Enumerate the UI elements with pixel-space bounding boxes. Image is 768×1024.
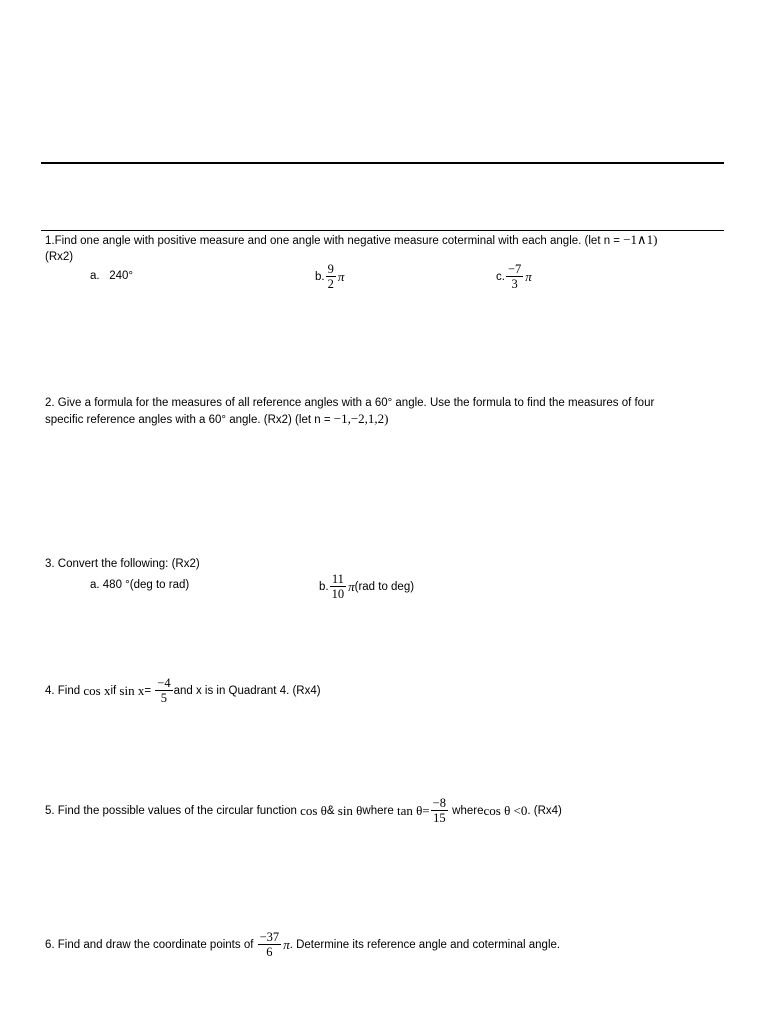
question-4 bbox=[45, 677, 321, 704]
top-divider bbox=[41, 162, 724, 164]
q3-a-text: a. 480 °(deg to rad) bbox=[90, 579, 190, 591]
q5-fraction: $\frac{-8}{15}$ bbox=[432, 796, 446, 825]
q4-fraction: $\frac{-4}{5}$ bbox=[157, 676, 171, 705]
pi-symbol: π bbox=[348, 578, 355, 594]
q1-a-value: 240° bbox=[109, 270, 133, 282]
q1-n-value: −1∧1) bbox=[623, 232, 658, 247]
q5-prefix: 5. Find the possible values of the circular function bbox=[45, 804, 297, 817]
q1-b-fraction: $\frac{9}{2}$ bbox=[327, 262, 334, 291]
q6-fraction: $\frac{-37}{6}$ bbox=[259, 930, 280, 959]
q6-suffix: . Determine its reference angle and coterminal angle. bbox=[289, 938, 561, 951]
q1-c-fraction: $\frac{-7}{3}$ bbox=[507, 262, 522, 291]
q2-n-values: −1,−2,1,2) bbox=[333, 411, 389, 426]
question-2 bbox=[45, 395, 654, 428]
q6-prefix: 6. Find and draw the coordinate points of bbox=[45, 938, 254, 951]
question-6 bbox=[45, 931, 560, 958]
question-3 bbox=[45, 556, 200, 572]
q5-where-1: where bbox=[362, 804, 394, 817]
q1-part-a bbox=[90, 270, 133, 282]
q1-points: (Rx2) bbox=[45, 251, 74, 263]
q3-part-b bbox=[319, 573, 414, 600]
q4-sin-x: sin x bbox=[119, 682, 145, 698]
q1-b-label: b. bbox=[315, 270, 325, 283]
q1-text: 1.Find one angle with positive measure and one angle with negative measure coterminal with each angle. (let n = bbox=[45, 235, 624, 247]
q1-part-b bbox=[315, 263, 344, 290]
q5-tan-theta: tan θ= bbox=[396, 802, 430, 818]
q3-part-a bbox=[90, 579, 189, 591]
q3-b-fraction: $\frac{11}{10}$ bbox=[331, 572, 345, 601]
q1-part-c bbox=[496, 263, 532, 290]
q3-text: 3. Convert the following: (Rx2) bbox=[45, 558, 200, 570]
pi-symbol: π bbox=[283, 936, 290, 952]
q5-condition: cos θ <0 bbox=[483, 802, 528, 818]
q5-cos-theta: cos θ bbox=[300, 802, 327, 818]
q4-if: if bbox=[110, 684, 117, 697]
q4-equals: = bbox=[144, 684, 152, 697]
q1-a-label: a. bbox=[90, 270, 100, 282]
q5-sin-theta: sin θ bbox=[337, 802, 363, 818]
q3-b-suffix: (rad to deg) bbox=[354, 580, 415, 593]
q4-suffix: and x is in Quadrant 4. (Rx4) bbox=[173, 684, 321, 697]
q3-b-label: b. bbox=[319, 580, 329, 593]
q5-where-2: where bbox=[452, 804, 484, 817]
section-divider bbox=[41, 230, 724, 231]
q4-prefix: 4. Find bbox=[45, 684, 81, 697]
q2-line1: 2. Give a formula for the measures of all reference angles with a 60° angle. Use the formula to find the measures of four bbox=[45, 397, 655, 409]
q1-c-label: c. bbox=[496, 270, 505, 283]
pi-symbol: π bbox=[337, 268, 345, 284]
q4-cos-x: cos x bbox=[83, 682, 111, 698]
q5-amp: & bbox=[326, 804, 335, 817]
q5-suffix: . (Rx4) bbox=[527, 804, 562, 817]
question-5 bbox=[45, 797, 562, 824]
question-1 bbox=[45, 232, 657, 265]
q2-line2: specific reference angles with a 60° angle. (Rx2) (let n = bbox=[45, 414, 334, 426]
pi-symbol: π bbox=[525, 268, 532, 284]
